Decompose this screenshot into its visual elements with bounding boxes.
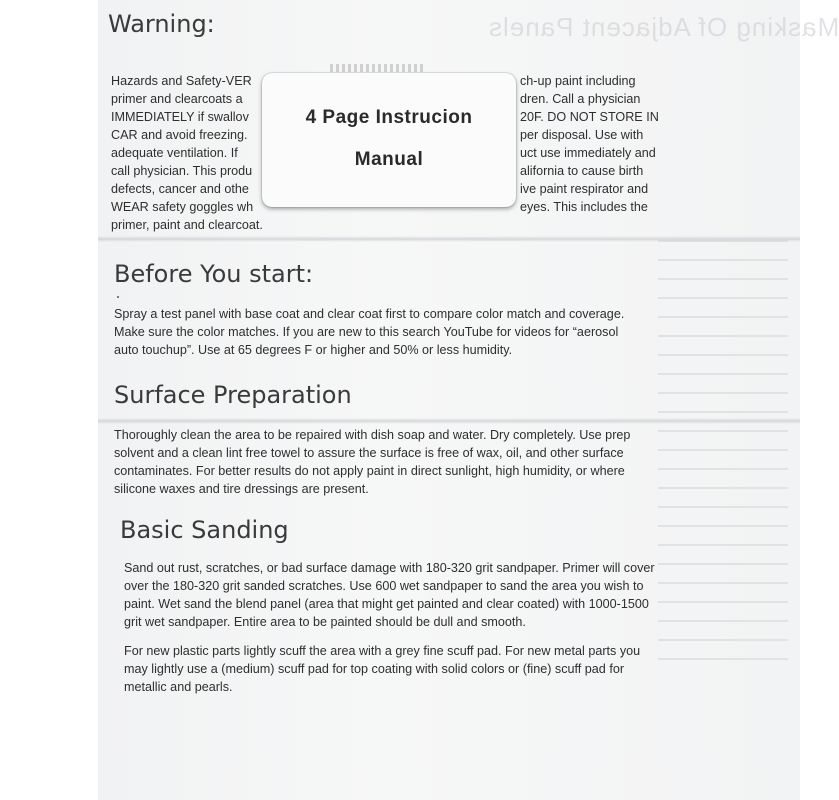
sanding-line: may lightly use a (medium) scuff pad for top coating with solid colors or (fine) scuff pad for xyxy=(124,662,625,676)
sanding-line: For new plastic parts lightly scuff the area with a grey fine scuff pad. For new metal parts you xyxy=(124,644,641,658)
fold-line xyxy=(98,418,800,424)
basic-sanding-heading: Basic Sanding xyxy=(120,516,289,544)
card-title-line-2: Manual xyxy=(354,149,424,170)
warning-line: primer and clearcoats a xyxy=(111,92,243,106)
before-you-start-heading: Before You start: xyxy=(114,260,314,288)
before-line: auto touchup”. Use at 65 degrees F or higher and 50% or less humidity. xyxy=(114,343,513,357)
before-line: Spray a test panel with base coat and clear coat first to compare color match and coverage. xyxy=(114,307,625,321)
instruction-label-card xyxy=(262,73,516,207)
surface-line: contaminates. For better results do not apply paint in direct sunlight, high humidity, or where xyxy=(114,464,625,478)
warning-line: alifornia to cause birth xyxy=(520,164,644,178)
sanding-line: paint. Wet sand the blend panel (area that might get painted and clear coated) with 1000-1500 xyxy=(124,597,649,611)
surface-line: solvent and a clean lint free towel to assure the surface is free of wax, oil, and other surface xyxy=(114,446,624,460)
warning-line: WEAR safety goggles wh xyxy=(111,200,254,214)
warning-line: defects, cancer and othe xyxy=(111,182,249,196)
warning-line: ch-up paint including xyxy=(520,74,636,88)
warning-heading: Warning: xyxy=(108,10,215,38)
card-edge-shadow xyxy=(330,64,426,72)
warning-line: call physician. This produ xyxy=(111,164,253,178)
warning-line: eyes. This includes the xyxy=(520,200,648,214)
sanding-line: metallic and pearls. xyxy=(124,680,233,694)
warning-line: per disposal. Use with xyxy=(520,128,644,142)
page-margin xyxy=(0,0,98,800)
warning-line: Hazards and Safety-VER xyxy=(111,74,252,88)
bleed-through-text: Masking Of Adjacent Panels xyxy=(488,12,839,42)
stray-mark xyxy=(117,296,119,298)
sanding-line: Sand out rust, scratches, or bad surface damage with 180-320 grit sandpaper. Primer will cover xyxy=(124,561,655,575)
sanding-line: grit wet sandpaper. Entire area to be painted should be dull and smooth. xyxy=(124,615,526,629)
surface-preparation-heading: Surface Preparation xyxy=(114,381,352,409)
before-line: Make sure the color matches. If you are new to this search YouTube for videos for “aerosol xyxy=(114,325,619,339)
fold-line xyxy=(98,236,800,242)
card-title-line-1: 4 Page Instrucion xyxy=(305,107,473,128)
warning-line: primer, paint and clearcoat. xyxy=(111,218,263,232)
warning-line: ive paint respirator and xyxy=(520,182,649,196)
warning-line: IMMEDIATELY if swallov xyxy=(111,110,249,124)
warning-line: uct use immediately and xyxy=(520,146,656,160)
warning-line: dren. Call a physician xyxy=(520,92,641,106)
sanding-line: over the 180-320 grit sanded scratches. Use 600 wet sandpaper to sand the area you wish to xyxy=(124,579,644,593)
surface-line: silicone waxes and tire dressings are present. xyxy=(114,482,369,496)
warning-line: CAR and avoid freezing. xyxy=(111,128,248,142)
warning-line: 20F. DO NOT STORE IN xyxy=(520,110,659,124)
surface-line: Thoroughly clean the area to be repaired with dish soap and water. Dry completely. Use prep xyxy=(114,428,631,442)
warning-line: adequate ventilation. If xyxy=(111,146,238,160)
bleed-through-lines xyxy=(658,240,788,660)
